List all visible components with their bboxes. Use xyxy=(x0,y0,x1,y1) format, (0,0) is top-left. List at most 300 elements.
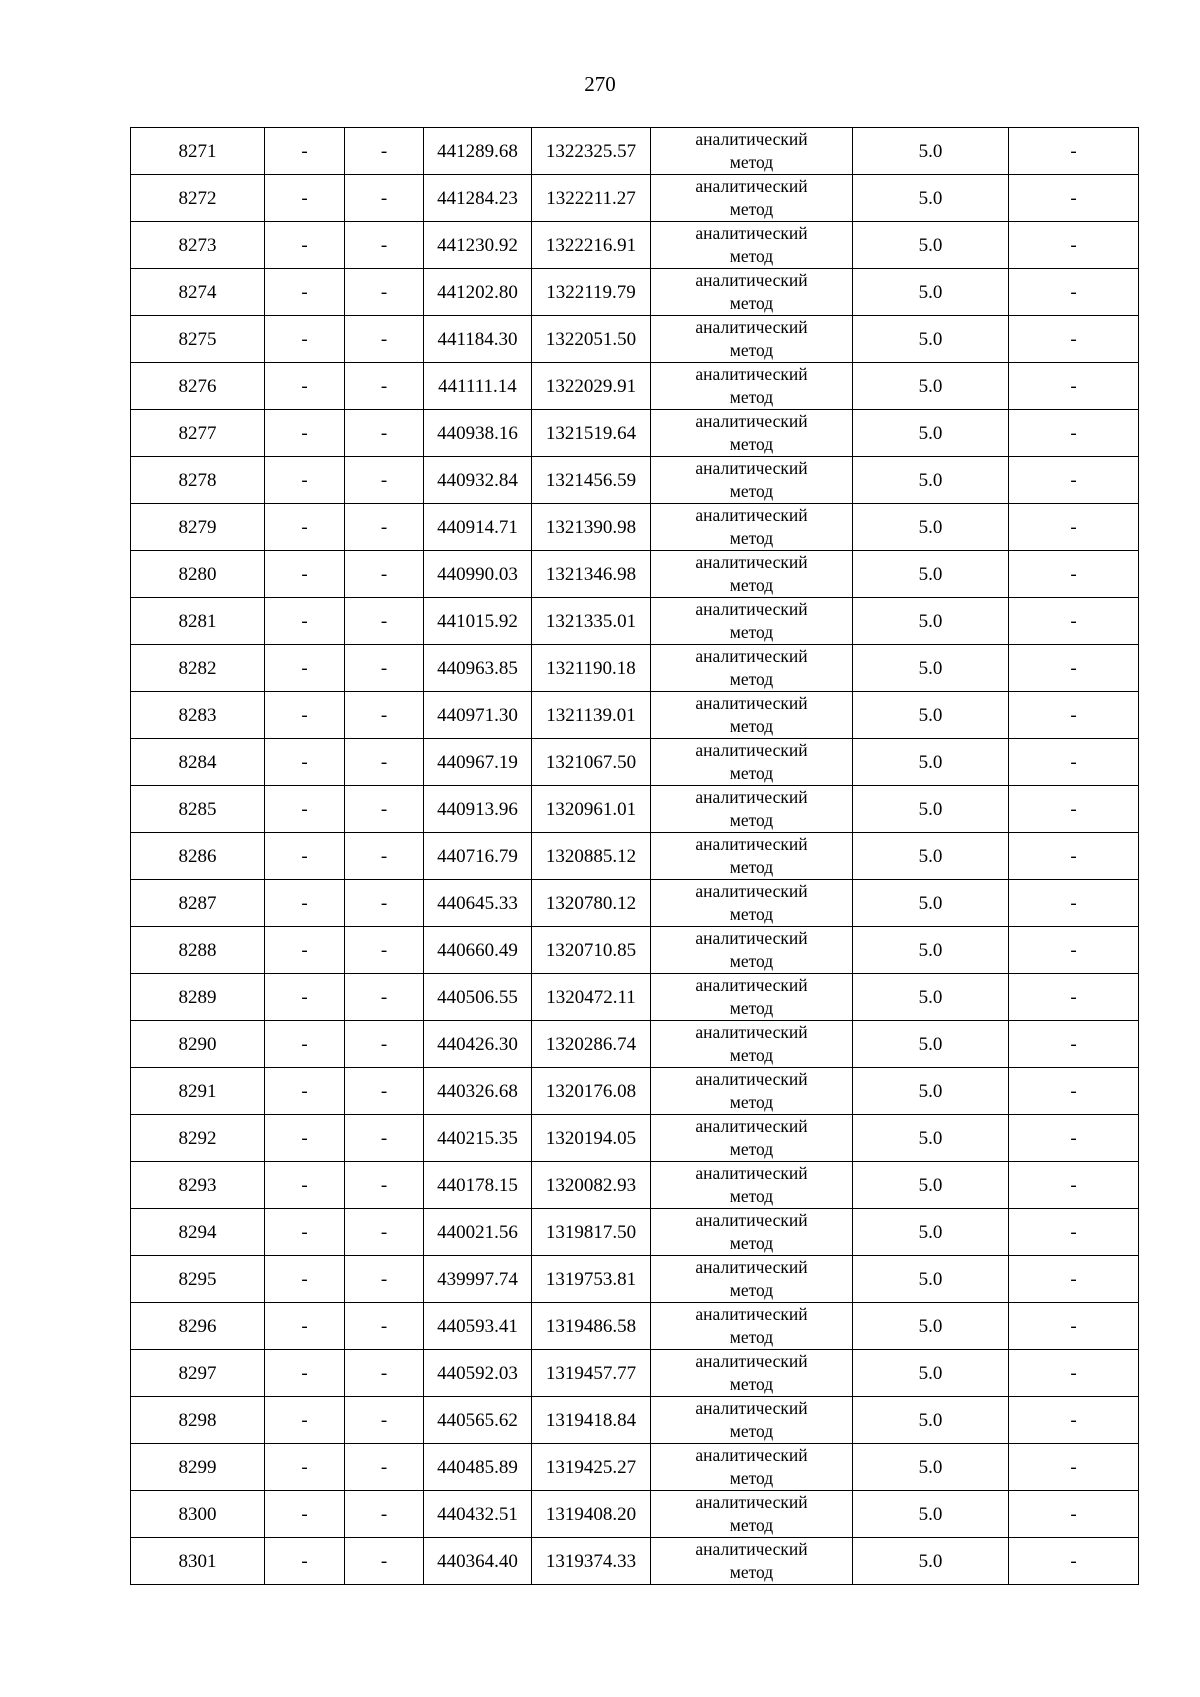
table-row xyxy=(131,1303,1139,1350)
method-label-line1: аналитический xyxy=(695,1398,808,1418)
empty-dash-cell: - xyxy=(1009,222,1139,269)
empty-dash-cell: - xyxy=(345,504,424,551)
accuracy-cell: 5.0 xyxy=(853,410,1009,457)
empty-dash-cell: - xyxy=(1009,551,1139,598)
point-number-cell: 8282 xyxy=(131,645,265,692)
y-coordinate-cell: 1320176.08 xyxy=(532,1068,651,1115)
method-label-line1: аналитический xyxy=(695,317,808,337)
empty-dash-cell: - xyxy=(265,974,345,1021)
x-coordinate-cell: 441284.23 xyxy=(424,175,532,222)
table-row xyxy=(131,1538,1139,1585)
table-row xyxy=(131,739,1139,786)
accuracy-cell: 5.0 xyxy=(853,927,1009,974)
empty-dash-cell: - xyxy=(345,410,424,457)
empty-dash-cell: - xyxy=(1009,1021,1139,1068)
empty-dash-cell: - xyxy=(265,1256,345,1303)
accuracy-cell: 5.0 xyxy=(853,880,1009,927)
accuracy-cell: 5.0 xyxy=(853,363,1009,410)
x-coordinate-cell: 439997.74 xyxy=(424,1256,532,1303)
empty-dash-cell: - xyxy=(1009,363,1139,410)
method-label-line1: аналитический xyxy=(695,1539,808,1559)
empty-dash-cell: - xyxy=(345,1444,424,1491)
method-cell xyxy=(651,786,853,833)
y-coordinate-cell: 1319408.20 xyxy=(532,1491,651,1538)
x-coordinate-cell: 440913.96 xyxy=(424,786,532,833)
empty-dash-cell: - xyxy=(265,363,345,410)
method-cell xyxy=(651,739,853,786)
accuracy-cell: 5.0 xyxy=(853,1397,1009,1444)
accuracy-cell: 5.0 xyxy=(853,457,1009,504)
point-number-cell: 8291 xyxy=(131,1068,265,1115)
empty-dash-cell: - xyxy=(265,833,345,880)
method-label-line2: метод xyxy=(729,904,774,924)
point-number-cell: 8299 xyxy=(131,1444,265,1491)
y-coordinate-cell: 1319753.81 xyxy=(532,1256,651,1303)
x-coordinate-cell: 440963.85 xyxy=(424,645,532,692)
y-coordinate-cell: 1320286.74 xyxy=(532,1021,651,1068)
method-label-line1: аналитический xyxy=(695,270,808,290)
point-number-cell: 8271 xyxy=(131,128,265,175)
empty-dash-cell: - xyxy=(265,222,345,269)
empty-dash-cell: - xyxy=(265,1350,345,1397)
y-coordinate-cell: 1321390.98 xyxy=(532,504,651,551)
x-coordinate-cell: 440967.19 xyxy=(424,739,532,786)
point-number-cell: 8278 xyxy=(131,457,265,504)
empty-dash-cell: - xyxy=(345,316,424,363)
point-number-cell: 8280 xyxy=(131,551,265,598)
x-coordinate-cell: 440326.68 xyxy=(424,1068,532,1115)
empty-dash-cell: - xyxy=(265,645,345,692)
accuracy-cell: 5.0 xyxy=(853,739,1009,786)
empty-dash-cell: - xyxy=(1009,880,1139,927)
method-label-line2: метод xyxy=(729,1233,774,1253)
y-coordinate-cell: 1322211.27 xyxy=(532,175,651,222)
table-row xyxy=(131,316,1139,363)
empty-dash-cell: - xyxy=(345,1397,424,1444)
accuracy-cell: 5.0 xyxy=(853,1491,1009,1538)
accuracy-cell: 5.0 xyxy=(853,692,1009,739)
empty-dash-cell: - xyxy=(345,645,424,692)
accuracy-cell: 5.0 xyxy=(853,786,1009,833)
table-row xyxy=(131,1209,1139,1256)
table-row xyxy=(131,598,1139,645)
method-label-line2: метод xyxy=(729,1092,774,1112)
method-cell xyxy=(651,645,853,692)
empty-dash-cell: - xyxy=(265,457,345,504)
empty-dash-cell: - xyxy=(345,739,424,786)
x-coordinate-cell: 440485.89 xyxy=(424,1444,532,1491)
method-label-line1: аналитический xyxy=(695,975,808,995)
point-number-cell: 8297 xyxy=(131,1350,265,1397)
method-label-line2: метод xyxy=(729,246,774,266)
empty-dash-cell: - xyxy=(345,1256,424,1303)
table-body xyxy=(131,128,1139,1585)
table-row xyxy=(131,504,1139,551)
method-cell xyxy=(651,1538,853,1585)
empty-dash-cell: - xyxy=(265,786,345,833)
method-label-line1: аналитический xyxy=(695,552,808,572)
method-cell xyxy=(651,833,853,880)
method-label-line2: метод xyxy=(729,763,774,783)
y-coordinate-cell: 1321519.64 xyxy=(532,410,651,457)
accuracy-cell: 5.0 xyxy=(853,1021,1009,1068)
x-coordinate-cell: 440938.16 xyxy=(424,410,532,457)
method-label-line2: метод xyxy=(729,857,774,877)
table-row xyxy=(131,457,1139,504)
empty-dash-cell: - xyxy=(345,1209,424,1256)
x-coordinate-cell: 440990.03 xyxy=(424,551,532,598)
method-label-line2: метод xyxy=(729,1045,774,1065)
table-row xyxy=(131,363,1139,410)
empty-dash-cell: - xyxy=(1009,1397,1139,1444)
method-label-line2: метод xyxy=(729,1139,774,1159)
method-cell xyxy=(651,1021,853,1068)
empty-dash-cell: - xyxy=(345,1021,424,1068)
x-coordinate-cell: 440215.35 xyxy=(424,1115,532,1162)
empty-dash-cell: - xyxy=(1009,1209,1139,1256)
empty-dash-cell: - xyxy=(265,504,345,551)
method-cell xyxy=(651,974,853,1021)
empty-dash-cell: - xyxy=(345,598,424,645)
table-row xyxy=(131,927,1139,974)
empty-dash-cell: - xyxy=(265,1303,345,1350)
empty-dash-cell: - xyxy=(345,692,424,739)
method-cell xyxy=(651,1068,853,1115)
method-label-line2: метод xyxy=(729,575,774,595)
method-label-line2: метод xyxy=(729,810,774,830)
x-coordinate-cell: 441111.14 xyxy=(424,363,532,410)
method-label-line2: метод xyxy=(729,1421,774,1441)
accuracy-cell: 5.0 xyxy=(853,1162,1009,1209)
y-coordinate-cell: 1321190.18 xyxy=(532,645,651,692)
x-coordinate-cell: 440660.49 xyxy=(424,927,532,974)
table-row xyxy=(131,551,1139,598)
y-coordinate-cell: 1322119.79 xyxy=(532,269,651,316)
empty-dash-cell: - xyxy=(265,1162,345,1209)
empty-dash-cell: - xyxy=(265,1021,345,1068)
method-cell xyxy=(651,363,853,410)
empty-dash-cell: - xyxy=(345,1162,424,1209)
coordinates-table xyxy=(130,127,1139,1585)
point-number-cell: 8289 xyxy=(131,974,265,1021)
accuracy-cell: 5.0 xyxy=(853,269,1009,316)
empty-dash-cell: - xyxy=(265,739,345,786)
method-cell xyxy=(651,1209,853,1256)
point-number-cell: 8287 xyxy=(131,880,265,927)
y-coordinate-cell: 1319817.50 xyxy=(532,1209,651,1256)
method-label-line2: метод xyxy=(729,1468,774,1488)
method-cell xyxy=(651,1115,853,1162)
table-row xyxy=(131,269,1139,316)
empty-dash-cell: - xyxy=(1009,1162,1139,1209)
empty-dash-cell: - xyxy=(345,1115,424,1162)
empty-dash-cell: - xyxy=(265,1115,345,1162)
accuracy-cell: 5.0 xyxy=(853,1303,1009,1350)
y-coordinate-cell: 1321139.01 xyxy=(532,692,651,739)
empty-dash-cell: - xyxy=(345,927,424,974)
method-label-line2: метод xyxy=(729,340,774,360)
empty-dash-cell: - xyxy=(265,269,345,316)
accuracy-cell: 5.0 xyxy=(853,504,1009,551)
method-label-line2: метод xyxy=(729,716,774,736)
empty-dash-cell: - xyxy=(1009,1538,1139,1585)
method-label-line2: метод xyxy=(729,434,774,454)
table-row xyxy=(131,128,1139,175)
empty-dash-cell: - xyxy=(1009,1068,1139,1115)
empty-dash-cell: - xyxy=(345,1491,424,1538)
method-label-line2: метод xyxy=(729,528,774,548)
y-coordinate-cell: 1319425.27 xyxy=(532,1444,651,1491)
method-label-line1: аналитический xyxy=(695,1163,808,1183)
point-number-cell: 8277 xyxy=(131,410,265,457)
empty-dash-cell: - xyxy=(345,222,424,269)
empty-dash-cell: - xyxy=(345,128,424,175)
empty-dash-cell: - xyxy=(345,974,424,1021)
table-row xyxy=(131,1021,1139,1068)
method-cell xyxy=(651,175,853,222)
table-row xyxy=(131,786,1139,833)
x-coordinate-cell: 441184.30 xyxy=(424,316,532,363)
method-cell xyxy=(651,598,853,645)
x-coordinate-cell: 440593.41 xyxy=(424,1303,532,1350)
y-coordinate-cell: 1320710.85 xyxy=(532,927,651,974)
accuracy-cell: 5.0 xyxy=(853,1209,1009,1256)
method-label-line2: метод xyxy=(729,951,774,971)
method-cell xyxy=(651,1397,853,1444)
method-cell xyxy=(651,551,853,598)
y-coordinate-cell: 1321067.50 xyxy=(532,739,651,786)
method-cell xyxy=(651,1303,853,1350)
x-coordinate-cell: 440971.30 xyxy=(424,692,532,739)
x-coordinate-cell: 440432.51 xyxy=(424,1491,532,1538)
point-number-cell: 8300 xyxy=(131,1491,265,1538)
empty-dash-cell: - xyxy=(265,1538,345,1585)
empty-dash-cell: - xyxy=(265,1209,345,1256)
empty-dash-cell: - xyxy=(345,269,424,316)
accuracy-cell: 5.0 xyxy=(853,974,1009,1021)
method-label-line2: метод xyxy=(729,1515,774,1535)
x-coordinate-cell: 441202.80 xyxy=(424,269,532,316)
method-cell xyxy=(651,1162,853,1209)
y-coordinate-cell: 1322051.50 xyxy=(532,316,651,363)
x-coordinate-cell: 440932.84 xyxy=(424,457,532,504)
x-coordinate-cell: 440364.40 xyxy=(424,1538,532,1585)
method-label-line1: аналитический xyxy=(695,458,808,478)
empty-dash-cell: - xyxy=(1009,410,1139,457)
point-number-cell: 8293 xyxy=(131,1162,265,1209)
y-coordinate-cell: 1321346.98 xyxy=(532,551,651,598)
point-number-cell: 8286 xyxy=(131,833,265,880)
method-label-line1: аналитический xyxy=(695,1116,808,1136)
y-coordinate-cell: 1320082.93 xyxy=(532,1162,651,1209)
y-coordinate-cell: 1322325.57 xyxy=(532,128,651,175)
empty-dash-cell: - xyxy=(1009,974,1139,1021)
point-number-cell: 8276 xyxy=(131,363,265,410)
method-label-line1: аналитический xyxy=(695,834,808,854)
accuracy-cell: 5.0 xyxy=(853,598,1009,645)
y-coordinate-cell: 1321456.59 xyxy=(532,457,651,504)
point-number-cell: 8301 xyxy=(131,1538,265,1585)
empty-dash-cell: - xyxy=(265,1397,345,1444)
method-cell xyxy=(651,880,853,927)
point-number-cell: 8294 xyxy=(131,1209,265,1256)
empty-dash-cell: - xyxy=(1009,833,1139,880)
method-label-line1: аналитический xyxy=(695,787,808,807)
x-coordinate-cell: 440565.62 xyxy=(424,1397,532,1444)
method-label-line2: метод xyxy=(729,1374,774,1394)
method-label-line1: аналитический xyxy=(695,881,808,901)
method-label-line1: аналитический xyxy=(695,928,808,948)
x-coordinate-cell: 440592.03 xyxy=(424,1350,532,1397)
point-number-cell: 8285 xyxy=(131,786,265,833)
method-cell xyxy=(651,927,853,974)
method-label-line2: метод xyxy=(729,622,774,642)
empty-dash-cell: - xyxy=(265,598,345,645)
y-coordinate-cell: 1322029.91 xyxy=(532,363,651,410)
x-coordinate-cell: 440178.15 xyxy=(424,1162,532,1209)
empty-dash-cell: - xyxy=(265,128,345,175)
method-label-line1: аналитический xyxy=(695,176,808,196)
point-number-cell: 8295 xyxy=(131,1256,265,1303)
table-row xyxy=(131,1068,1139,1115)
table-row xyxy=(131,880,1139,927)
empty-dash-cell: - xyxy=(1009,1491,1139,1538)
method-label-line1: аналитический xyxy=(695,364,808,384)
x-coordinate-cell: 440021.56 xyxy=(424,1209,532,1256)
method-label-line2: метод xyxy=(729,1327,774,1347)
empty-dash-cell: - xyxy=(1009,1303,1139,1350)
method-label-line1: аналитический xyxy=(695,740,808,760)
method-cell xyxy=(651,128,853,175)
accuracy-cell: 5.0 xyxy=(853,222,1009,269)
method-label-line2: метод xyxy=(729,387,774,407)
empty-dash-cell: - xyxy=(1009,175,1139,222)
point-number-cell: 8272 xyxy=(131,175,265,222)
table-row xyxy=(131,692,1139,739)
point-number-cell: 8284 xyxy=(131,739,265,786)
accuracy-cell: 5.0 xyxy=(853,551,1009,598)
method-label-line1: аналитический xyxy=(695,411,808,431)
accuracy-cell: 5.0 xyxy=(853,1115,1009,1162)
method-cell xyxy=(651,269,853,316)
empty-dash-cell: - xyxy=(345,833,424,880)
empty-dash-cell: - xyxy=(265,880,345,927)
empty-dash-cell: - xyxy=(345,880,424,927)
table-row xyxy=(131,1162,1139,1209)
point-number-cell: 8274 xyxy=(131,269,265,316)
table-row xyxy=(131,1444,1139,1491)
point-number-cell: 8281 xyxy=(131,598,265,645)
method-label-line1: аналитический xyxy=(695,1304,808,1324)
method-cell xyxy=(651,1491,853,1538)
x-coordinate-cell: 441289.68 xyxy=(424,128,532,175)
x-coordinate-cell: 440645.33 xyxy=(424,880,532,927)
y-coordinate-cell: 1319418.84 xyxy=(532,1397,651,1444)
y-coordinate-cell: 1319457.77 xyxy=(532,1350,651,1397)
table-row xyxy=(131,1115,1139,1162)
empty-dash-cell: - xyxy=(345,175,424,222)
empty-dash-cell: - xyxy=(1009,739,1139,786)
y-coordinate-cell: 1322216.91 xyxy=(532,222,651,269)
point-number-cell: 8273 xyxy=(131,222,265,269)
method-cell xyxy=(651,1444,853,1491)
method-label-line2: метод xyxy=(729,293,774,313)
table-row xyxy=(131,222,1139,269)
point-number-cell: 8296 xyxy=(131,1303,265,1350)
method-label-line1: аналитический xyxy=(695,599,808,619)
empty-dash-cell: - xyxy=(1009,927,1139,974)
accuracy-cell: 5.0 xyxy=(853,1256,1009,1303)
x-coordinate-cell: 441230.92 xyxy=(424,222,532,269)
x-coordinate-cell: 440426.30 xyxy=(424,1021,532,1068)
accuracy-cell: 5.0 xyxy=(853,128,1009,175)
empty-dash-cell: - xyxy=(345,1303,424,1350)
method-label-line1: аналитический xyxy=(695,693,808,713)
accuracy-cell: 5.0 xyxy=(853,316,1009,363)
table-row xyxy=(131,645,1139,692)
table-row xyxy=(131,410,1139,457)
empty-dash-cell: - xyxy=(265,1444,345,1491)
point-number-cell: 8283 xyxy=(131,692,265,739)
x-coordinate-cell: 440716.79 xyxy=(424,833,532,880)
page-number: 270 xyxy=(584,72,616,96)
point-number-cell: 8275 xyxy=(131,316,265,363)
empty-dash-cell: - xyxy=(1009,645,1139,692)
method-label-line2: метод xyxy=(729,1280,774,1300)
y-coordinate-cell: 1320472.11 xyxy=(532,974,651,1021)
method-label-line2: метод xyxy=(729,669,774,689)
table-row xyxy=(131,1350,1139,1397)
empty-dash-cell: - xyxy=(345,363,424,410)
accuracy-cell: 5.0 xyxy=(853,645,1009,692)
empty-dash-cell: - xyxy=(265,692,345,739)
method-cell xyxy=(651,504,853,551)
table-row xyxy=(131,1491,1139,1538)
empty-dash-cell: - xyxy=(265,1491,345,1538)
accuracy-cell: 5.0 xyxy=(853,833,1009,880)
method-label-line1: аналитический xyxy=(695,129,808,149)
empty-dash-cell: - xyxy=(1009,504,1139,551)
empty-dash-cell: - xyxy=(1009,128,1139,175)
empty-dash-cell: - xyxy=(345,1068,424,1115)
method-cell xyxy=(651,222,853,269)
x-coordinate-cell: 440914.71 xyxy=(424,504,532,551)
method-label-line1: аналитический xyxy=(695,1022,808,1042)
empty-dash-cell: - xyxy=(265,316,345,363)
empty-dash-cell: - xyxy=(1009,692,1139,739)
empty-dash-cell: - xyxy=(1009,786,1139,833)
x-coordinate-cell: 440506.55 xyxy=(424,974,532,1021)
empty-dash-cell: - xyxy=(265,927,345,974)
empty-dash-cell: - xyxy=(1009,1444,1139,1491)
accuracy-cell: 5.0 xyxy=(853,1350,1009,1397)
empty-dash-cell: - xyxy=(1009,269,1139,316)
empty-dash-cell: - xyxy=(265,175,345,222)
method-cell xyxy=(651,410,853,457)
y-coordinate-cell: 1319374.33 xyxy=(532,1538,651,1585)
method-label-line2: метод xyxy=(729,1186,774,1206)
accuracy-cell: 5.0 xyxy=(853,1444,1009,1491)
empty-dash-cell: - xyxy=(1009,316,1139,363)
empty-dash-cell: - xyxy=(345,786,424,833)
table-row xyxy=(131,974,1139,1021)
y-coordinate-cell: 1320961.01 xyxy=(532,786,651,833)
method-cell xyxy=(651,1256,853,1303)
empty-dash-cell: - xyxy=(1009,457,1139,504)
empty-dash-cell: - xyxy=(1009,1115,1139,1162)
empty-dash-cell: - xyxy=(265,551,345,598)
y-coordinate-cell: 1320885.12 xyxy=(532,833,651,880)
